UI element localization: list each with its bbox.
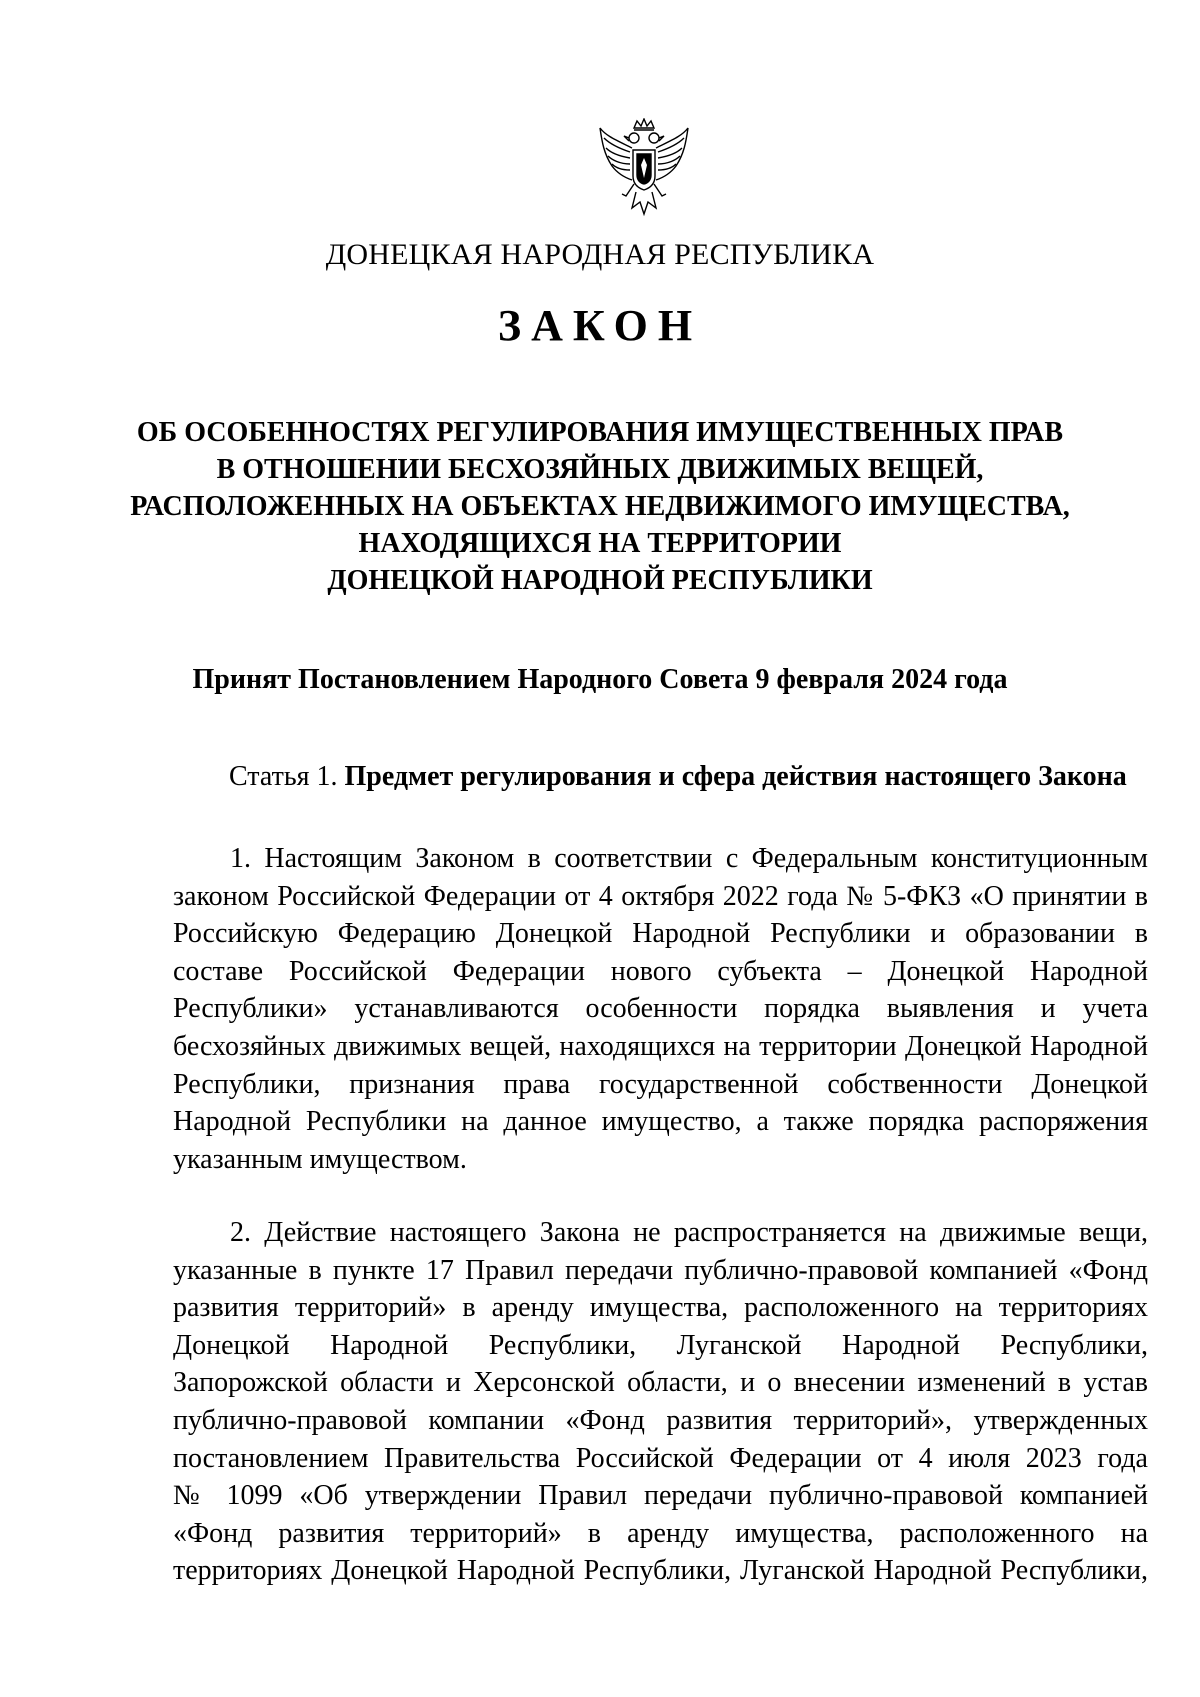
- text-line: указанные в пункте 17 Правил передачи публично-правовой компанией «Фонд: [173, 1254, 1148, 1286]
- text-line: составе Российской Федерации нового субъекта – Донецкой Народной: [173, 955, 1148, 987]
- text-line: Российскую Федерацию Донецкой Народной Республики и образовании в: [173, 918, 1148, 950]
- law-title-line: НАХОДЯЩИХСЯ НА ТЕРРИТОРИИ: [358, 528, 842, 559]
- law-title-line: РАСПОЛОЖЕННЫХ НА ОБЪЕКТАХ НЕДВИЖИМОГО ИМУЩЕСТВА,: [130, 491, 1070, 522]
- text-line: Донецкой Народной Республики, Луганской Народной Республики,: [173, 1329, 1148, 1361]
- article-title: Предмет регулирования и сфера действия настоящего Закона: [344, 761, 1127, 792]
- paragraph-1: [173, 840, 1148, 1178]
- law-title-line: В ОТНОШЕНИИ БЕСХОЗЯЙНЫХ ДВИЖИМЫХ ВЕЩЕЙ,: [216, 454, 984, 485]
- text-line: 2. Действие настоящего Закона не распространяется на движимые вещи,: [230, 1217, 1148, 1248]
- text-line: публично-правовой компании «Фонд развития территорий», утвержденных: [173, 1404, 1148, 1436]
- law-heading: ЗАКОН: [497, 301, 703, 350]
- coat-of-arms-icon: [596, 118, 692, 222]
- text-line: 1. Настоящим Законом в соответствии с Федеральным конституционным: [230, 843, 1148, 874]
- paragraph-2: [173, 1214, 1148, 1590]
- adoption-note: Принят Постановлением Народного Совета 9 февраля 2024 года: [192, 664, 1008, 695]
- text-line: бесхозяйных движимых вещей, находящихся на территории Донецкой Народной: [173, 1030, 1148, 1062]
- text-line: постановлением Правительства Российской Федерации от 4 июля 2023 года: [173, 1442, 1148, 1474]
- republic-name: ДОНЕЦКАЯ НАРОДНАЯ РЕСПУБЛИКА: [325, 238, 875, 271]
- law-title-line: ОБ ОСОБЕННОСТЯХ РЕГУЛИРОВАНИЯ ИМУЩЕСТВЕННЫХ ПРАВ: [136, 417, 1064, 448]
- text-line: указанным имуществом.: [173, 1143, 467, 1175]
- text-line: № 1099 «Об утверждении Правил передачи публично-правовой компанией: [173, 1480, 1148, 1512]
- text-line: Запорожской области и Херсонской области, и о внесении изменений в устав: [173, 1367, 1148, 1399]
- text-line: развития территорий» в аренду имущества, расположенного на территориях: [173, 1292, 1148, 1324]
- text-line: территориях Донецкой Народной Республики, Луганской Народной Республики,: [173, 1555, 1148, 1587]
- law-title-line: ДОНЕЦКОЙ НАРОДНОЙ РЕСПУБЛИКИ: [327, 565, 873, 596]
- text-line: Народной Республики на данное имущество, а также порядка распоряжения: [173, 1106, 1148, 1138]
- law-title: [0, 414, 1200, 599]
- article-number: Статья 1.: [229, 761, 345, 792]
- text-line: законом Российской Федерации от 4 октября 2022 года № 5-ФКЗ «О принятии в: [173, 880, 1148, 912]
- article-heading: [229, 761, 1127, 793]
- text-line: «Фонд развития территорий» в аренду имущества, расположенного на: [173, 1517, 1148, 1549]
- text-line: Республики» устанавливаются особенности порядка выявления и учета: [173, 993, 1148, 1025]
- text-line: Республики, признания права государственной собственности Донецкой: [173, 1068, 1148, 1100]
